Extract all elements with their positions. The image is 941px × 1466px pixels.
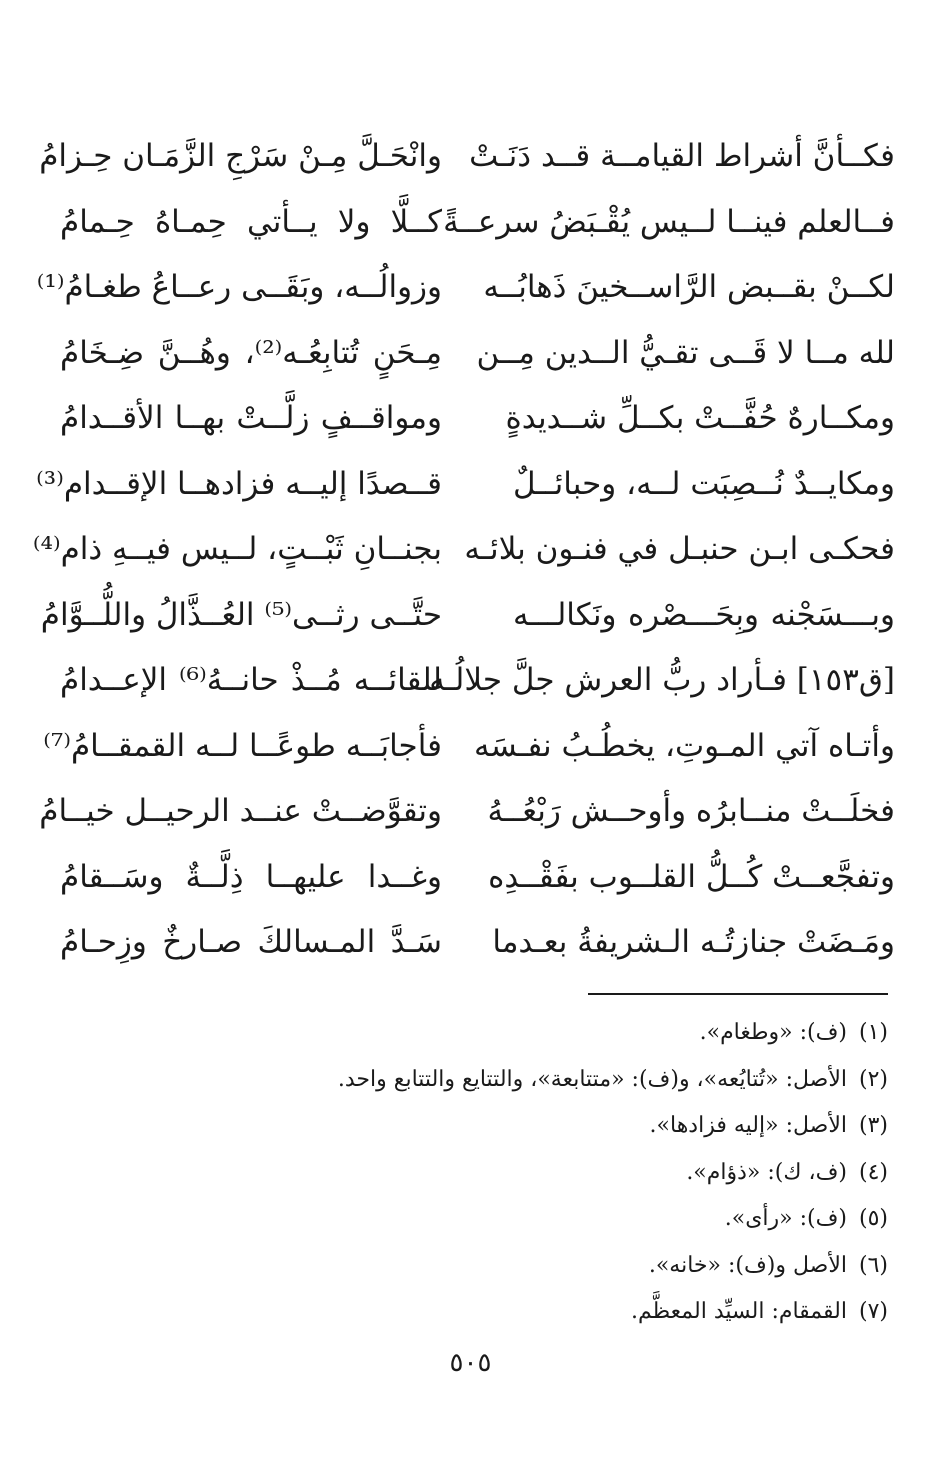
verse bbox=[60, 321, 895, 387]
verse-second-hemistich: وتقوَّضــتْ عنــد الرحيــل خيــامُ bbox=[39, 793, 442, 830]
footnote-number: (١) bbox=[858, 1020, 888, 1045]
verse bbox=[43, 714, 895, 780]
footnote-number: (٦) bbox=[858, 1252, 888, 1278]
verse bbox=[40, 583, 895, 649]
verse-first-hemistich: [ق١٥٣] فـأراد ربُّ العرش جلَّ جلالُـه bbox=[429, 662, 895, 699]
verse-first-hemistich: ومكايــدٌ نُــصِبَت لــه، وحبائــلٌ bbox=[513, 465, 895, 502]
footnote-text: القمقام: السيِّد المعظَّم. bbox=[631, 1299, 847, 1324]
verse bbox=[39, 124, 895, 190]
footnote bbox=[268, 1010, 888, 1057]
verse-first-hemistich: ومَـضَتْ جنازتُـه الـشريفةُ بعـدما bbox=[492, 924, 895, 961]
footnote-text: (ف): «وطغام». bbox=[699, 1020, 847, 1045]
footnote-text: الأصل و(ف): «خانه». bbox=[648, 1252, 847, 1278]
footnote-number: (٢) bbox=[858, 1066, 888, 1092]
footnote bbox=[268, 1103, 888, 1150]
footnote bbox=[268, 1196, 888, 1243]
verse-second-hemistich: للقائــه مُــذْ حانــهُ⁽⁶⁾ الإعــدامُ bbox=[60, 662, 442, 699]
verse bbox=[60, 648, 895, 714]
verse-second-hemistich: ومواقــفٍ زلَّــتْ بهــا الأقــدامُ bbox=[60, 400, 442, 437]
verse bbox=[39, 779, 895, 845]
footnote-number: (٣) bbox=[858, 1113, 888, 1138]
footnote-number: (٧) bbox=[858, 1299, 888, 1324]
footnote-number: (٤) bbox=[858, 1159, 888, 1185]
verse bbox=[60, 910, 895, 976]
page-number: ٥٠٥ bbox=[449, 1348, 492, 1378]
footnote bbox=[268, 1150, 888, 1197]
footnote-number: (٥) bbox=[858, 1206, 888, 1231]
verse-first-hemistich: ومكــارهٌ حُفَّــتْ بكــلِّ شــديدةٍ bbox=[505, 400, 895, 437]
verse-second-hemistich: وغــدا عليهــا ذِلَّــةٌ وسَــقامُ bbox=[60, 858, 442, 895]
verse-second-hemistich: وزوالُــه، وبَقَــى رعــاعُ طغـامُ⁽¹⁾ bbox=[36, 269, 442, 306]
verse bbox=[60, 845, 895, 911]
verse-first-hemistich: فــالعلم فينــا لــيس يُقْـبَضُ سرعــةً bbox=[443, 203, 895, 240]
footnote bbox=[268, 1243, 888, 1290]
verse-first-hemistich: وبـــسَجْنه وبِحَـــصْره ونَكالـــه bbox=[513, 596, 895, 633]
verse bbox=[60, 190, 895, 256]
footnote-text: الأصل: «إليه فزادها». bbox=[649, 1113, 847, 1138]
verse bbox=[36, 452, 895, 518]
footnote-text: (ف): «رأى». bbox=[724, 1206, 847, 1231]
verse-first-hemistich: لكــنْ بقــبض الرَّاســخينَ ذَهابُــه bbox=[483, 269, 895, 306]
footnotes bbox=[268, 1010, 888, 1336]
verse-second-hemistich: فأجابَــه طوعًــا لــه القمقــامُ⁽⁷⁾ bbox=[43, 727, 442, 764]
verse-first-hemistich: فكــأنَّ أشراط القيامــة قــد دَنَـتْ bbox=[469, 138, 895, 175]
footnote-divider bbox=[588, 993, 888, 995]
verse-first-hemistich: فحكـى ابـن حنبـل في فنـون بلائـه bbox=[464, 531, 895, 568]
verse-second-hemistich: قــصدًا إليــه فزادهــا الإقــدام⁽³⁾ bbox=[36, 465, 442, 502]
footnote-text: الأصل: «تُتايُعه»، و(ف): «متتابعة»، والتتايع والتتابع واحد. bbox=[337, 1066, 847, 1092]
footnote-text: (ف، ك): «ذؤام». bbox=[686, 1159, 847, 1185]
verse-first-hemistich: وأتـاه آتي المـوتِ، يخطُـبُ نفـسَه bbox=[474, 727, 895, 764]
verse-second-hemistich: بجنــانِ ثَبْــتٍ، لــيس فيــهِ ذام⁽⁴⁾ bbox=[32, 531, 442, 568]
verse-first-hemistich: فخلَــتْ منــابرُه وأوحــش رَبْعُــهُ bbox=[487, 793, 895, 830]
poem bbox=[32, 124, 895, 976]
verse-first-hemistich: لله مــا لا قَــى تقـيُّ الــدين مِــن bbox=[476, 334, 895, 371]
verse-second-hemistich: حتَّــى رثــى⁽⁵⁾ العُــذَّالُ واللُّــوَّامُ bbox=[40, 596, 442, 633]
footnote bbox=[268, 1289, 888, 1336]
verse-second-hemistich: كــلَّا ولا يــأتي حِمـاهُ حِـمامُ bbox=[60, 203, 442, 240]
verse-second-hemistich: مِـحَنٍ تُتابِعُـه⁽²⁾، وهُــنَّ ضِـخَامُ bbox=[60, 334, 442, 371]
footnote bbox=[268, 1057, 888, 1104]
verse bbox=[36, 255, 895, 321]
verse bbox=[32, 517, 895, 583]
verse bbox=[60, 386, 895, 452]
verse-second-hemistich: وانْحَـلَّ مِـنْ سَرْجِ الزَّمَـان حِـزامُ bbox=[39, 138, 442, 175]
verse-first-hemistich: وتفجَّعــتْ كُــلُّ القلــوب بفَقْــدِه bbox=[488, 858, 895, 895]
verse-second-hemistich: سَـدَّ المـسالكَ صـارخٌ وزِحـامُ bbox=[60, 924, 442, 961]
